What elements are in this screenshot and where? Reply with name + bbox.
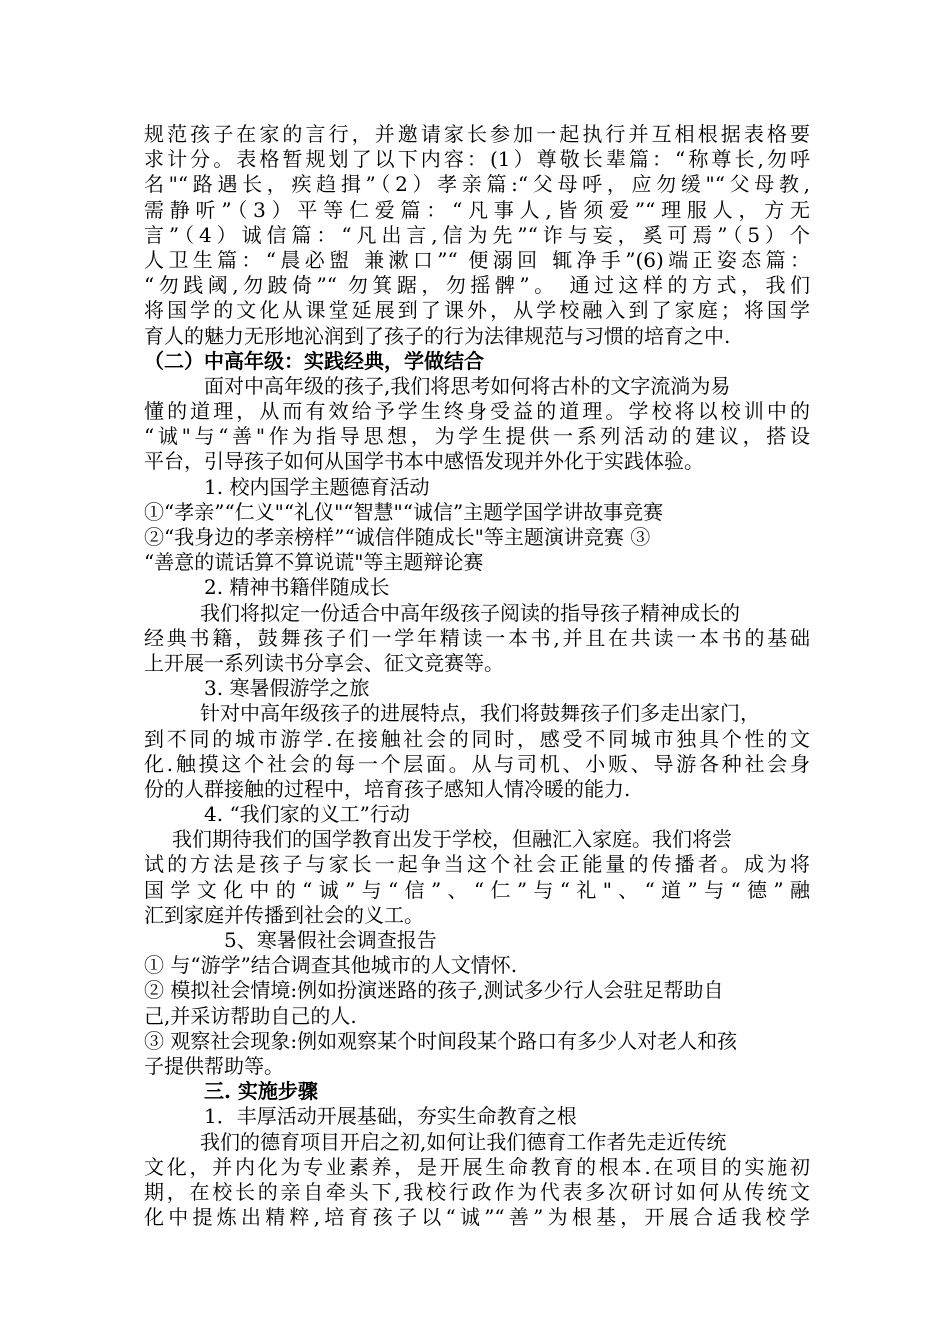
text-line: 育人的魅力无形地沁润到了孩子的行为法律规范与习惯的培育之中. bbox=[144, 323, 731, 348]
text-line: 将国学的文化从课堂延展到了课外，从学校融入到了家庭；将国学 bbox=[144, 298, 810, 323]
text-line: ①“孝亲”“仁义"“礼仪"“智慧"“诚信”主题学国学讲故事竞赛 bbox=[144, 499, 664, 524]
subheading: 2. 精神书籍伴随成长 bbox=[204, 575, 390, 600]
text-line: ② 模拟社会情境:例如扮演迷路的孩子,测试多少行人会驻足帮助自 bbox=[144, 978, 724, 1003]
text-line: 懂的道理，从而有效给予学生终身受益的道理。学校将以校训中的 bbox=[144, 399, 810, 424]
text-line: “善意的谎话算不算说谎"等主题辩论赛 bbox=[144, 550, 484, 575]
text-line: 规范孩子在家的言行，并邀请家长参加一起执行并互相根据表格要 bbox=[144, 122, 810, 146]
text-line: 己,并采访帮助自己的人. bbox=[144, 1003, 357, 1028]
text-line: 期，在校长的亲自牵头下,我校行政作为代表多次研讨如何从传统文 bbox=[144, 1179, 810, 1204]
text-line: 言”（4）诚信篇：“凡出言,信为先”“诈与妄，奚可焉”（5）个 bbox=[144, 222, 810, 247]
text-line: 化中提炼出精粹,培育孩子以“诚”“善”为根基，开展合适我校学 bbox=[144, 1205, 810, 1230]
text-line: “勿践阈,勿跛倚”“ 勿箕踞，勿摇髀”。 通过这样的方式，我们 bbox=[144, 273, 810, 298]
section-heading: （二）中高年级：实践经典，学做结合 bbox=[144, 348, 484, 373]
text-line: 我们将拟定一份适合中高年级孩子阅读的指导孩子精神成长的 bbox=[200, 600, 740, 625]
text-line: ③ 观察社会现象:例如观察某个时间段某个路口有多少人对老人和孩 bbox=[144, 1028, 738, 1053]
text-line: 份的人群接触的过程中，培育孩子感知人情冷暖的能力. bbox=[144, 776, 631, 801]
document-page bbox=[144, 122, 810, 1230]
text-line: 我们的德育项目开启之初,如何让我们德育工作者先走近传统 bbox=[200, 1129, 727, 1154]
text-line: ②“我身边的孝亲榜样”“诚信伴随成长"等主题演讲竞赛 ③ bbox=[144, 525, 651, 549]
text-line: 上开展一系列读书分享会、征文竞赛等。 bbox=[144, 650, 504, 675]
text-line: 经典书籍，鼓舞孩子们一学年精读一本书,并且在共读一本书的基础 bbox=[144, 625, 810, 650]
text-line: 需静听”（3）平等仁爱篇：“凡事人,皆须爱”“理服人，方无 bbox=[144, 197, 810, 222]
text-line: 文化，并内化为专业素养，是开展生命教育的根本.在项目的实施初 bbox=[144, 1154, 810, 1179]
text-line: 到不同的城市游学.在接触社会的同时，感受不同城市独具个性的文 bbox=[144, 726, 810, 751]
subheading: 5、寒暑假社会调查报告 bbox=[224, 928, 437, 952]
text-line: 汇到家庭并传播到社会的义工。 bbox=[144, 902, 424, 927]
section-heading: 三. 实施步骤 bbox=[204, 1079, 318, 1104]
subheading: 4. “我们家的义工”行动 bbox=[204, 802, 410, 827]
text-line: 面对中高年级的孩子,我们将思考如何将古朴的文字流淌为易 bbox=[204, 373, 731, 398]
text-line: 试的方法是孩子与家长一起争当这个社会正能量的传播者。成为将 bbox=[144, 852, 810, 877]
text-line: 名"“路遇长，疾趋揖”（2）孝亲篇:“父母呼，应勿缓"“父母教, bbox=[144, 172, 810, 197]
text-line: 平台，引导孩子如何从国学书本中感悟发现并外化于实践体验。 bbox=[144, 449, 704, 474]
text-line: 子提供帮助等。 bbox=[144, 1053, 284, 1078]
text-line: 国学文化中的“诚”与“信”、“仁”与“礼"、“道”与“德”融 bbox=[144, 877, 810, 902]
subheading: 1．丰厚活动开展基础，夯实生命教育之根 bbox=[204, 1104, 577, 1129]
text-line: 化.触摸这个社会的每一个层面。从与司机、小贩、导游各种社会身 bbox=[144, 751, 810, 776]
text-line: “诚"与“善"作为指导思想，为学生提供一系列活动的建议，搭设 bbox=[144, 424, 810, 449]
text-line: 求计分。表格暂规划了以下内容：(1）尊敬长辈篇：“称尊长,勿呼 bbox=[144, 147, 810, 172]
text-line: 人卫生篇：“晨必盥 兼漱口”“ 便溺回 辄净手”(6)端正姿态篇： bbox=[144, 247, 810, 272]
text-line: 针对中高年级孩子的进展特点，我们将鼓舞孩子们多走出家门， bbox=[200, 701, 760, 726]
text-line: 我们期待我们的国学教育出发于学校，但融汇入家庭。我们将尝 bbox=[172, 827, 732, 852]
text-line: ① 与“游学”结合调查其他城市的人文情怀. bbox=[144, 953, 518, 978]
subheading: 3. 寒暑假游学之旅 bbox=[204, 676, 370, 701]
subheading: 1. 校内国学主题德育活动 bbox=[204, 474, 430, 499]
